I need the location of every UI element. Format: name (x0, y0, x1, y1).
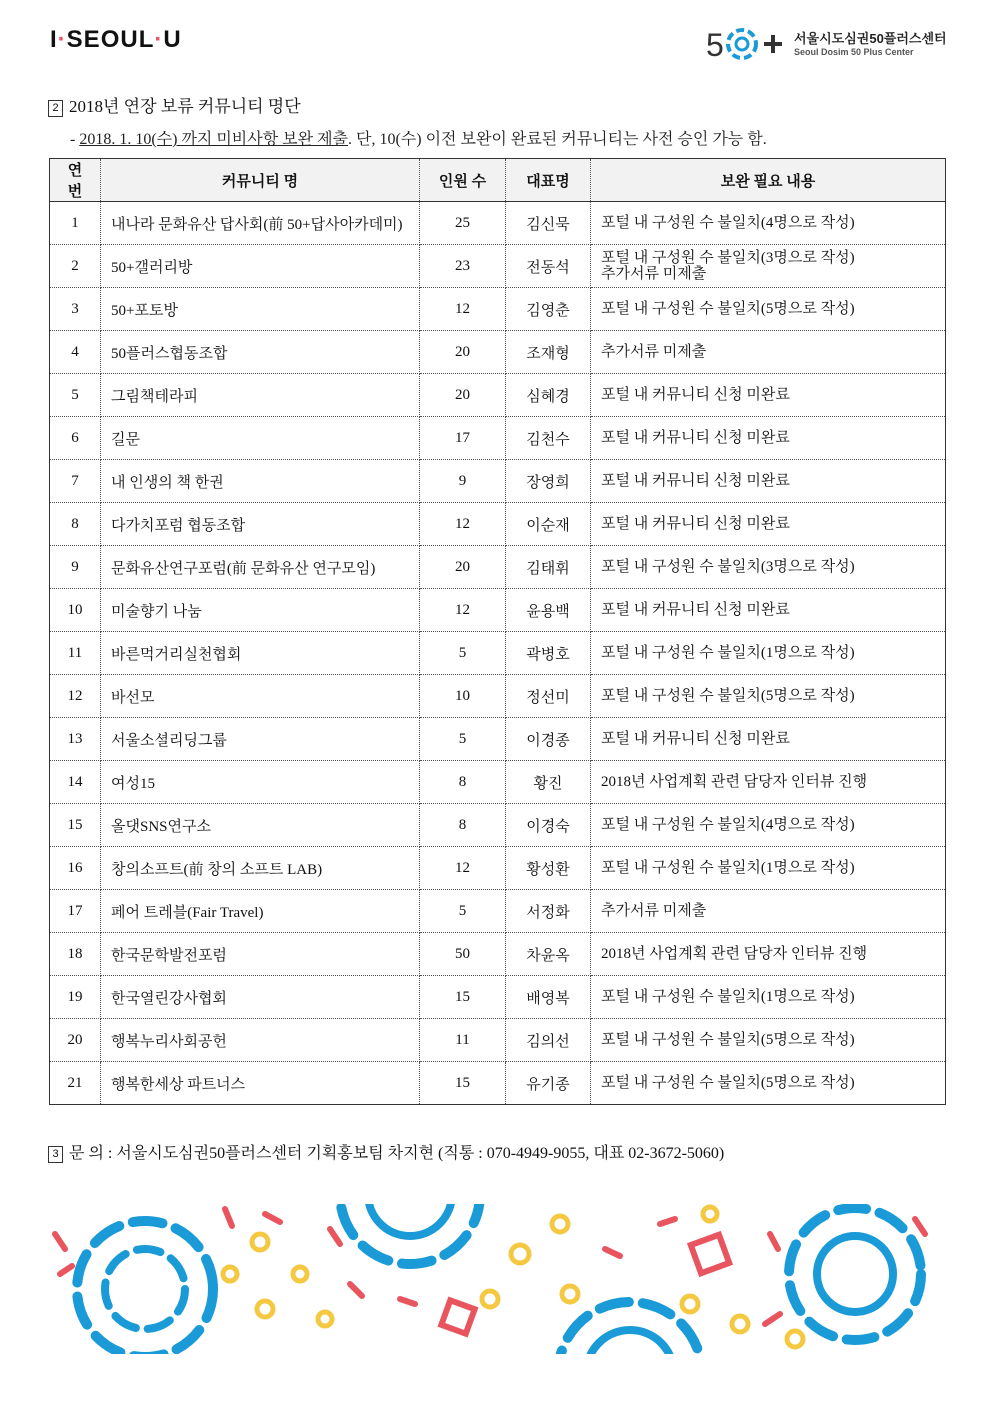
member-count-cell: 17 (420, 417, 506, 460)
member-count-cell: 11 (420, 1019, 506, 1062)
logo-i: I (50, 26, 58, 53)
row-number-cell: 2 (50, 245, 101, 288)
community-name-cell: 내나라 문화유산 답사회(前 50+답사아카데미) (101, 202, 420, 245)
representative-cell: 김천수 (506, 417, 591, 460)
required-action-cell: 2018년 사업계획 관련 담당자 인터뷰 진행 (591, 933, 946, 976)
table-row (50, 202, 946, 245)
logo-seoul: SEOUL (66, 26, 155, 53)
representative-cell: 유기종 (506, 1062, 591, 1105)
row-number-cell: 5 (50, 374, 101, 417)
row-number-cell: 18 (50, 933, 101, 976)
table-row (50, 632, 946, 675)
required-action-cell: 포털 내 커뮤니티 신청 미완료 (591, 718, 946, 761)
notice-deadline: 2018. 1. 10(수) 까지 미비사항 보완 제출 (79, 131, 349, 148)
page-header (0, 0, 992, 80)
representative-cell: 김영춘 (506, 288, 591, 331)
member-count-cell: 12 (420, 847, 506, 890)
row-number-cell: 9 (50, 546, 101, 589)
table-row (50, 417, 946, 460)
table-row (50, 804, 946, 847)
row-number-cell: 4 (50, 331, 101, 374)
row-number-cell: 8 (50, 503, 101, 546)
table-row (50, 761, 946, 804)
required-action-cell: 포털 내 커뮤니티 신청 미완료 (591, 417, 946, 460)
row-number-cell: 1 (50, 202, 101, 245)
community-name-cell: 50플러스협동조합 (101, 331, 420, 374)
member-count-cell: 23 (420, 245, 506, 288)
table-row (50, 245, 946, 288)
center-name: 서울시도심권50플러스센터 (794, 31, 947, 46)
required-action-cell: 추가서류 미제출 (591, 890, 946, 933)
row-number-cell: 21 (50, 1062, 101, 1105)
member-count-cell: 5 (420, 718, 506, 761)
member-count-cell: 10 (420, 675, 506, 718)
deadline-notice (70, 126, 767, 149)
section-title-text: 2018년 연장 보류 커뮤니티 명단 (69, 97, 301, 116)
table-row (50, 503, 946, 546)
community-name-cell: 50+갤러리방 (101, 245, 420, 288)
member-count-cell: 25 (420, 202, 506, 245)
representative-cell: 황진 (506, 761, 591, 804)
representative-cell: 김의선 (506, 1019, 591, 1062)
representative-cell: 김태휘 (506, 546, 591, 589)
required-action-cell: 포털 내 구성원 수 불일치(4명으로 작성) (591, 804, 946, 847)
table-row (50, 933, 946, 976)
member-count-cell: 20 (420, 374, 506, 417)
row-number-cell: 17 (50, 890, 101, 933)
community-name-cell: 창의소프트(前 창의 소프트 LAB) (101, 847, 420, 890)
logo-dot: · (154, 26, 164, 53)
required-action-cell: 추가서류 미제출 (591, 331, 946, 374)
representative-cell: 차윤옥 (506, 933, 591, 976)
required-action-cell: 포털 내 구성원 수 불일치(1명으로 작성) (591, 632, 946, 675)
community-name-cell: 미술향기 나눔 (101, 589, 420, 632)
table-row (50, 718, 946, 761)
i-seoul-u-logo (50, 26, 182, 54)
row-number-cell: 20 (50, 1019, 101, 1062)
required-action-cell: 포털 내 커뮤니티 신청 미완료 (591, 589, 946, 632)
required-action-cell: 포털 내 구성원 수 불일치(1명으로 작성) (591, 847, 946, 890)
member-count-cell: 20 (420, 331, 506, 374)
table-row (50, 546, 946, 589)
representative-cell: 배영복 (506, 976, 591, 1019)
decorative-pattern-icon (50, 1204, 936, 1354)
header-community-name: 커뮤니티 명 (101, 159, 420, 202)
representative-cell: 심혜경 (506, 374, 591, 417)
table-row (50, 1062, 946, 1105)
logo-dot: · (57, 26, 67, 53)
logo-u: U (163, 26, 182, 53)
representative-cell: 정선미 (506, 675, 591, 718)
required-action-cell: 2018년 사업계획 관련 담당자 인터뷰 진행 (591, 761, 946, 804)
community-name-cell: 길문 (101, 417, 420, 460)
representative-cell: 서정화 (506, 890, 591, 933)
row-number-cell: 10 (50, 589, 101, 632)
row-number-cell: 12 (50, 675, 101, 718)
member-count-cell: 9 (420, 460, 506, 503)
member-count-cell: 5 (420, 890, 506, 933)
row-number-cell: 16 (50, 847, 101, 890)
representative-cell: 이경숙 (506, 804, 591, 847)
member-count-cell: 12 (420, 589, 506, 632)
required-action-cell: 포털 내 구성원 수 불일치(3명으로 작성) (591, 546, 946, 589)
community-table (49, 158, 946, 1105)
table-row (50, 976, 946, 1019)
member-count-cell: 8 (420, 761, 506, 804)
notice-rest: . 단, 10(수) 이전 보완이 완료된 커뮤니티는 사전 승인 가능 함. (348, 131, 767, 148)
representative-cell: 이순재 (506, 503, 591, 546)
table-row (50, 589, 946, 632)
member-count-cell: 8 (420, 804, 506, 847)
table-row (50, 331, 946, 374)
required-action-cell: 포털 내 구성원 수 불일치(1명으로 작성) (591, 976, 946, 1019)
required-action-cell: 포털 내 커뮤니티 신청 미완료 (591, 460, 946, 503)
member-count-cell: 12 (420, 288, 506, 331)
required-action-cell: 포털 내 구성원 수 불일치(5명으로 작성) (591, 1062, 946, 1105)
community-name-cell: 바른먹거리실천협회 (101, 632, 420, 675)
community-name-cell: 한국열린강사협회 (101, 976, 420, 1019)
representative-cell: 곽병호 (506, 632, 591, 675)
header-number: 연 번 (50, 159, 101, 202)
member-count-cell: 15 (420, 976, 506, 1019)
representative-cell: 황성환 (506, 847, 591, 890)
member-count-cell: 12 (420, 503, 506, 546)
svg-text:5: 5 (706, 27, 724, 63)
community-name-cell: 한국문학발전포럼 (101, 933, 420, 976)
fifty-plus-logo-icon (706, 22, 788, 66)
notice-prefix: - (70, 131, 80, 148)
decorative-banner (50, 1204, 936, 1354)
required-action-cell: 포털 내 구성원 수 불일치(5명으로 작성) (591, 1019, 946, 1062)
community-name-cell: 다가치포럼 협동조합 (101, 503, 420, 546)
header-member-count: 인원 수 (420, 159, 506, 202)
member-count-cell: 20 (420, 546, 506, 589)
table-header-row (50, 159, 946, 202)
required-action-cell: 포털 내 커뮤니티 신청 미완료 (591, 503, 946, 546)
member-count-cell: 50 (420, 933, 506, 976)
representative-cell: 장영희 (506, 460, 591, 503)
required-action-cell: 포털 내 구성원 수 불일치(4명으로 작성) (591, 202, 946, 245)
table-row (50, 847, 946, 890)
section-2-title (48, 92, 301, 117)
section-3-contact (48, 1140, 724, 1163)
header-representative: 대표명 (506, 159, 591, 202)
table-row (50, 1019, 946, 1062)
representative-cell: 이경종 (506, 718, 591, 761)
community-name-cell: 행복누리사회공헌 (101, 1019, 420, 1062)
contact-text: 문 의 : 서울시도심권50플러스센터 기획홍보팀 차지현 (직통 : 070-4949-9055, 대표 02-3672-5060) (69, 1145, 725, 1162)
community-name-cell: 그림책테라피 (101, 374, 420, 417)
required-action-cell: 포털 내 구성원 수 불일치(5명으로 작성) (591, 288, 946, 331)
row-number-cell: 19 (50, 976, 101, 1019)
required-action-cell: 포털 내 구성원 수 불일치(3명으로 작성) 추가서류 미제출 (591, 245, 946, 288)
representative-cell: 조재형 (506, 331, 591, 374)
community-name-cell: 행복한세상 파트너스 (101, 1062, 420, 1105)
table-row (50, 675, 946, 718)
community-name-cell: 서울소셜리딩그룹 (101, 718, 420, 761)
row-number-cell: 11 (50, 632, 101, 675)
community-name-cell: 50+포토방 (101, 288, 420, 331)
table-row (50, 288, 946, 331)
header-required-action: 보완 필요 내용 (591, 159, 946, 202)
required-action-cell: 포털 내 커뮤니티 신청 미완료 (591, 374, 946, 417)
required-action-cell: 포털 내 구성원 수 불일치(5명으로 작성) (591, 675, 946, 718)
community-name-cell: 페어 트레블(Fair Travel) (101, 890, 420, 933)
row-number-cell: 6 (50, 417, 101, 460)
table-row (50, 374, 946, 417)
row-number-cell: 3 (50, 288, 101, 331)
community-name-cell: 내 인생의 책 한권 (101, 460, 420, 503)
table-row (50, 890, 946, 933)
community-name-cell: 여성15 (101, 761, 420, 804)
center-name-en: Seoul Dosim 50 Plus Center (794, 47, 914, 57)
representative-cell: 전동석 (506, 245, 591, 288)
community-name-cell: 올댓SNS연구소 (101, 804, 420, 847)
community-name-cell: 바선모 (101, 675, 420, 718)
row-number-cell: 13 (50, 718, 101, 761)
representative-cell: 김신묵 (506, 202, 591, 245)
member-count-cell: 5 (420, 632, 506, 675)
row-number-cell: 15 (50, 804, 101, 847)
table-row (50, 460, 946, 503)
row-number-cell: 7 (50, 460, 101, 503)
community-name-cell: 문화유산연구포럼(前 문화유산 연구모임) (101, 546, 420, 589)
section-number-box: 3 (48, 1146, 63, 1163)
row-number-cell: 14 (50, 761, 101, 804)
representative-cell: 윤용백 (506, 589, 591, 632)
member-count-cell: 15 (420, 1062, 506, 1105)
section-number-box: 2 (48, 100, 63, 117)
